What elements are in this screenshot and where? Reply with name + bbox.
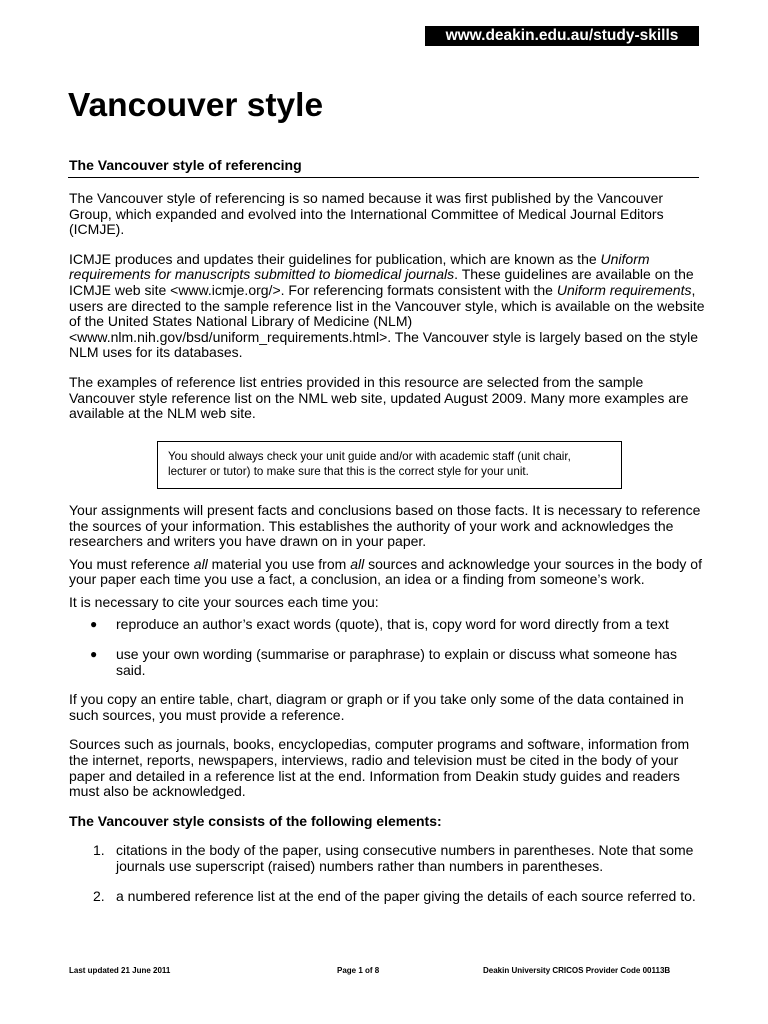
reference-text-3: sources and acknowledge your sources in the body of your paper each time you use a fact, a conclusion, an idea or a finding from someone’s work. [69, 555, 702, 588]
elements-heading: The Vancouver style consists of the following elements: [69, 812, 442, 829]
icmje-italic-2: Uniform requirements [556, 281, 692, 298]
copy-table-paragraph: If you copy an entire table, chart, diagram or graph or if you take only some of the data contained in such sources, you must provide a reference. [69, 691, 684, 723]
list-item-text: citations in the body of the paper, using consecutive numbers in parentheses. Note that some journals use superscript (raised) numbers rather than numbers in parentheses. [116, 842, 694, 874]
list-item-text: use your own wording (summarise or paraphrase) to explain or discuss what someone has said. [116, 646, 678, 678]
icmje-text-3: , users are directed to the sample reference list in the Vancouver style, which is available on the website of the United States National Library of Medicine (NLM) <www.nlm.nih.gov/bsd/uniform_requirements.html>. The Vancouver style is largely based on the style NLM uses for its databases. [69, 281, 705, 361]
sources-paragraph: Sources such as journals, books, encyclopedias, computer programs and software, information from the internet, reports, newspapers, interviews, radio and television must be cited in the body of your paper and detailed in a reference list at the end. Information from Deakin study guides and readers must also be acknowledged. [69, 736, 690, 800]
reference-italic-2: all [350, 555, 365, 572]
list-number: 1. [93, 842, 105, 859]
list-number: 2. [93, 887, 105, 904]
cite-intro: It is necessary to cite your sources each time you: [69, 593, 379, 610]
document-body [69, 191, 709, 904]
assignments-paragraph: Your assignments will present facts and conclusions based on those facts. It is necessary to reference the sources of your information. This establishes the authority of your work and acknowledges the researchers and writers you have drawn on in your paper. [69, 501, 701, 550]
list-item [69, 647, 709, 678]
icmje-text-1: ICMJE produces and updates their guidelines for publication, which are known as the [69, 250, 601, 267]
cite-bullet-list [69, 617, 709, 678]
icmje-text-2: . These guidelines are available on the ICMJE web site <www.icmje.org/>. For referencing formats consistent with the [69, 266, 694, 298]
page-title: Vancouver style [68, 87, 324, 124]
footer-provider-code: Deakin University CRICOS Provider Code 00113B [483, 966, 671, 975]
footer-last-updated: Last updated 21 June 2011 [69, 966, 171, 975]
study-skills-url[interactable]: www.deakin.edu.au/study-skills [425, 26, 699, 46]
reference-text-2: material you use from [207, 555, 351, 572]
section-heading: The Vancouver style of referencing [69, 157, 302, 173]
footer-page-number: Page 1 of 8 [337, 966, 380, 975]
icmje-italic-1: Uniform requirements for manuscripts submitted to biomedical journals [69, 250, 650, 283]
list-item-text: reproduce an author’s exact words (quote), that is, copy word for word directly from a text [116, 616, 669, 633]
elements-list [69, 843, 709, 904]
notice-box: You should always check your unit guide and/or with academic staff (unit chair, lecturer or tutor) to make sure that this is the correct style for your unit. [157, 441, 622, 489]
icmje-paragraph [69, 252, 709, 361]
reference-italic-1: all [193, 555, 208, 572]
list-item [69, 617, 709, 633]
intro-paragraph: The Vancouver style of referencing is so named because it was first published by the Vancouver Group, which expanded and evolved into the International Committee of Medical Journal Editors (ICMJE). [69, 190, 664, 238]
list-item-text: a numbered reference list at the end of the paper giving the details of each source referred to. [116, 887, 696, 904]
reference-all-paragraph [69, 557, 709, 588]
bullet-icon: ● [90, 617, 98, 632]
bullet-icon: ● [90, 647, 98, 662]
list-item [69, 889, 709, 905]
list-item [69, 843, 709, 874]
heading-divider [68, 177, 699, 178]
reference-text-1: You must reference [69, 555, 194, 572]
examples-paragraph: The examples of reference list entries provided in this resource are selected from the sample Vancouver style reference list on the NML web site, updated August 2009. Many more examples are available at the NLM web site. [69, 373, 689, 422]
